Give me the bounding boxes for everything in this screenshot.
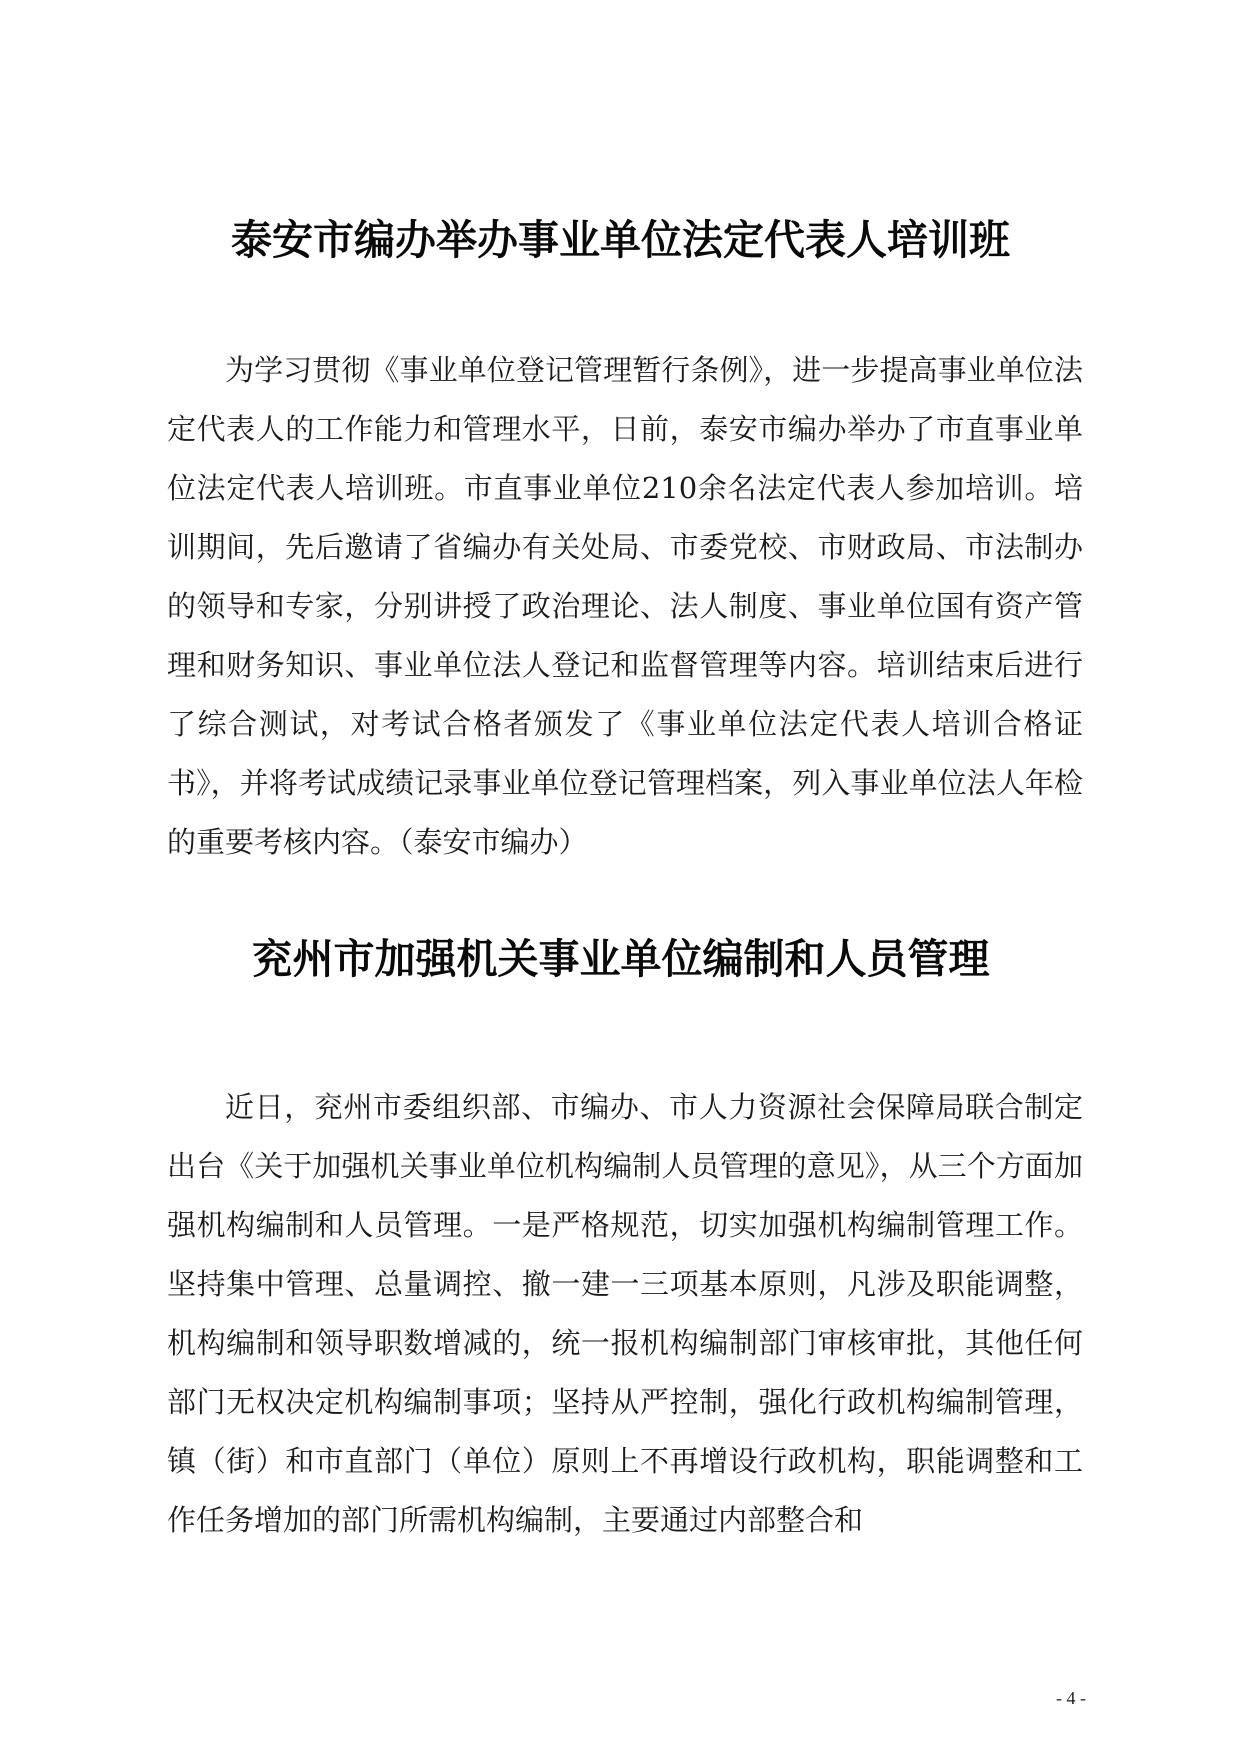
article-body: 为学习贯彻《事业单位登记管理暂行条例》，进一步提高事业单位法定代表人的工作能力和管理水平，日前，泰安市编办举办了市直事业单位法定代表人培训班。市直事业单位210余名法定代表人参加培训。培训期间，先后邀请了省编办有关处局、市委党校、市财政局、市法制办的领导和专家，分别讲授了政治理论、法人制度、事业单位国有资产管理和财务知识、事业单位法人登记和监督管理等内容。培训结束后进行了综合测试，对考试合格者颁发了《事业单位法定代表人培训合格证书》，并将考试成绩记录事业单位登记管理档案，列入事业单位法人年检的重要考核内容。（泰安市编办）: [167, 353, 1083, 859]
article-title: 兖州市加强机关事业单位编制和人员管理: [251, 935, 990, 983]
page-number: - 4 -: [1056, 1688, 1086, 1708]
article-title: 泰安市编办举办事业单位法定代表人培训班: [231, 216, 1010, 264]
article-body: 近日，兖州市委组织部、市编办、市人力资源社会保障局联合制定出台《关于加强机关事业单位机构编制人员管理的意见》，从三个方面加强机构编制和人员管理。一是严格规范，切实加强机构编制管理工作。坚持集中管理、总量调控、撤一建一三项基本原则，凡涉及职能调整，机构编制和领导职数增减的，统一报机构编制部门审核审批，其他任何部门无权决定机构编制事项；坚持从严控制，强化行政机构编制管理，镇（街）和市直部门（单位）原则上不再增设行政机构，职能调整和工作任务增加的部门所需机构编制，主要通过内部整合和: [167, 1090, 1083, 1537]
